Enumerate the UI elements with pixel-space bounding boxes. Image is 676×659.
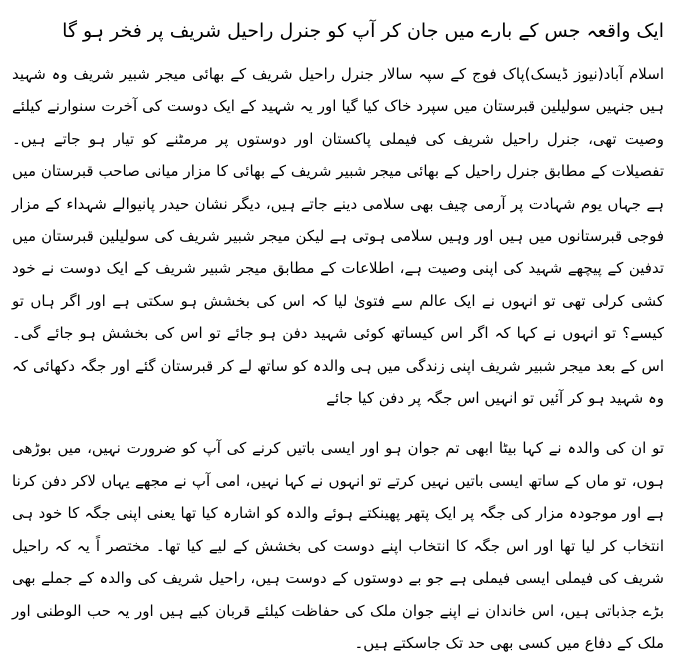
headline: ایک واقعہ جس کے بارے میں جان کر آپ کو جنرل راحیل شریف پر فخر ہو گا: [62, 20, 664, 42]
paragraph-2: تو ان کی والدہ نے کہا بیٹا ابھی تم جوان ہو اور ایسی باتیں کرنے کی آپ کو ضرورت نہیں، میں بوڑھی ہوں، تو ماں کے ساتھ ایسی باتیں نہیں کرتے تو انہوں نے کہا نہیں، امی آپ نے مجھے یہاں لاکر دفن کرنا ہے اور موجودہ مزار کی جگہ پر ایک پتھر پھینکتے ہوئے والدہ کو اشارہ کیا تھا یعنی اپنی جگہ کا خود ہی انتخاب کر لیا تھا اور اس جگہ کا انتخاب اپنے دوست کی بخشش کے لیے کیا تھا۔ مختصر اً یہ کہ راحیل شریف کی فیملی ایسی فیملی ہے جو بے دوستوں کے دوست ہیں، راحیل شریف کی والدہ کے جملے بھی بڑے جذباتی ہیں، اس خاندان نے اپنے جوان ملک کی حفاظت کیلئے قربان کیے ہیں اور یہ حب الوطنی اور ملک کے دفاع میں کسی بھی حد تک جاسکتے ہیں۔: [12, 439, 664, 652]
paragraph-1: اسلام آباد(نیوز ڈیسک)پاک فوج کے سپہ سالار جنرل راحیل شریف کے بھائی میجر شبیر شریف وہ شہید ہیں جنہیں سولیلین قبرستان میں سپرد خاک کیا گیا اور یہ شہید کے ایک دوست کی آخرت سنوارنے کیلئے وصیت تھی، جنرل راحیل شریف کی فیملی پاکستان اور دوستوں پر مرمٹنے کو تیار ہو جاتے ہیں۔ تفصیلات کے مطابق جنرل راحیل کے بھائی میجر شبیر شریف کے بھائی کا مزار میانی صاحب قبرستان میں ہے جہاں یوم شہادت پر آرمی چیف بھی سلامی دینے جاتے ہیں، دیگر نشان حیدر پانیوالے شہداء کے مزار فوجی قبرستانوں میں ہیں اور وہیں سلامی ہوتی ہے لیکن میجر شبیر شریف کی سولیلین قبرستان میں تدفین کے پیچھے شہید کی اپنی وصیت ہے، اطلاعات کے مطابق میجر شبیر شریف کے ایک دوست نے خود کشی کرلی تھی تو انہوں نے ایک عالم سے فتویٰ لیا کہ اس کی بخشش ہو سکتی ہے اور اگر ہاں تو کیسے؟ تو انہوں نے کہا کہ اگر اس کیساتھ کوئی شہید دفن ہو جائے تو اس کی بخشش ہو جائے گی۔ اس کے بعد میجر شبیر شریف اپنی زندگی میں ہی والدہ کو ساتھ لے کر قبرستان گئے اور جگہ دکھائی کہ وہ شہید ہو کر آئیں تو انہیں اس جگہ پر دفن کیا جائے: [12, 65, 664, 408]
